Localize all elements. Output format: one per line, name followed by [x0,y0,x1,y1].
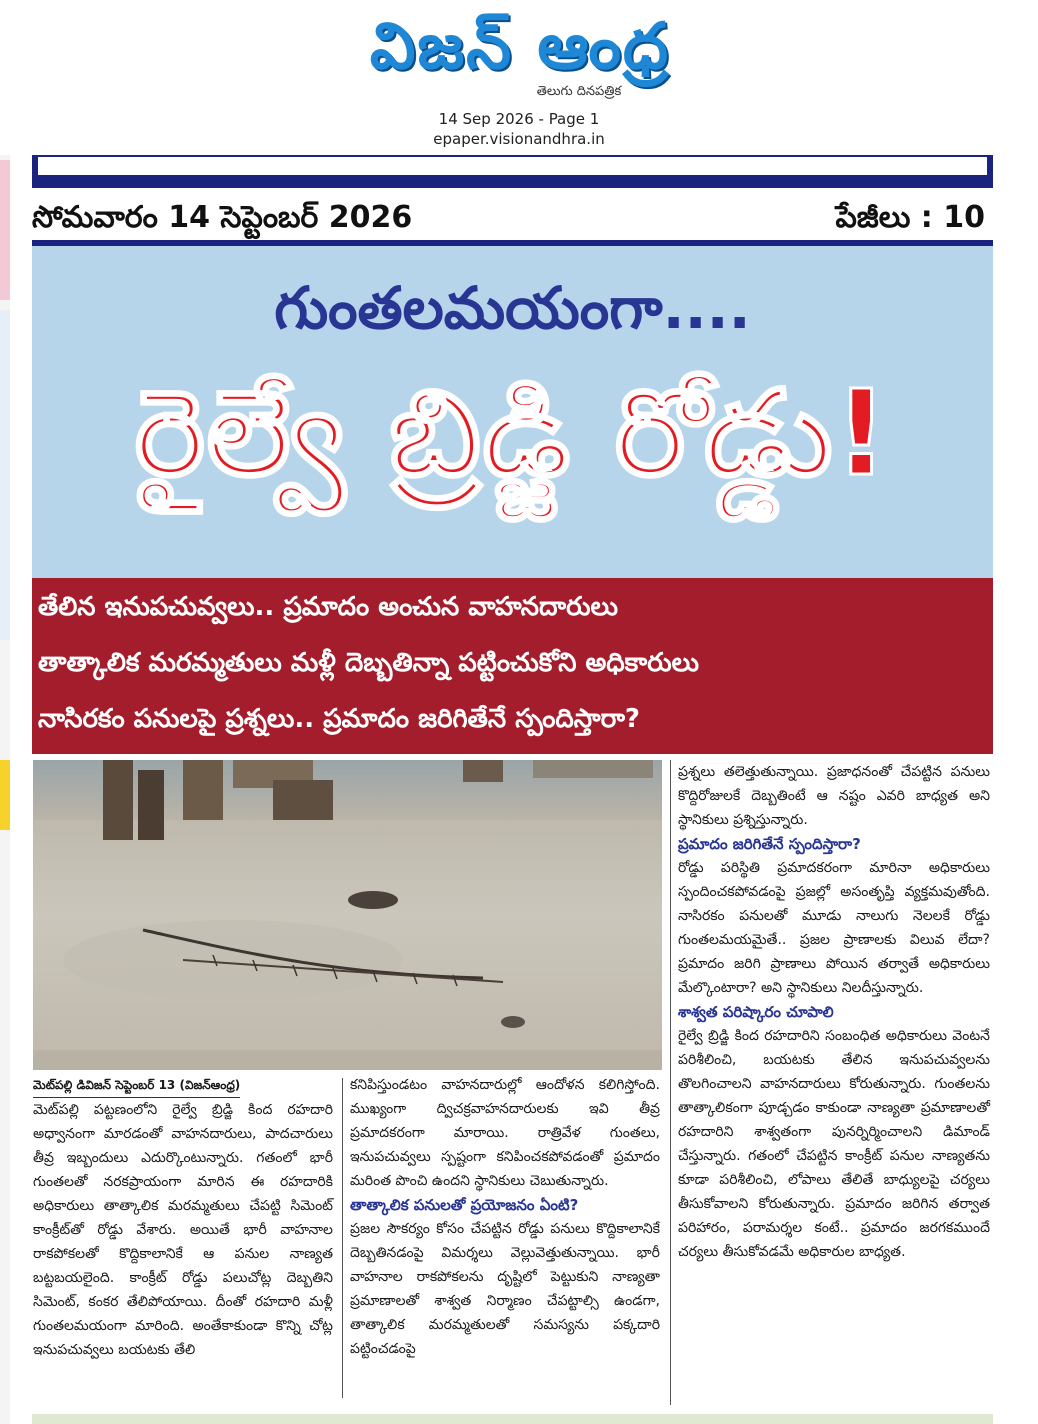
page-edge-pink [0,160,10,300]
date-bar [32,180,993,246]
issue-date: సోమవారం 14 సెప్టెంబర్ 2026 [32,200,413,235]
article-column-1 [33,1073,333,1362]
article-dateline: మెట్‌పల్లి డివిజన్ సెప్టెంబర్ 13 (విజన్‌ఆంధ్ర) [33,1073,240,1098]
column-divider-1 [342,1078,343,1398]
article-column-3 [678,760,990,1264]
newspaper-logo: విజన్ ఆంధ్ర [369,10,671,84]
epaper-url[interactable]: epaper.visionandhra.in [433,130,605,148]
article-column-2 [350,1073,660,1361]
article-col3-text-c: రైల్వే బ్రిడ్జి కింద రహదారిని సంబంధిత అధికారులు వెంటనే పరిశీలించి, బయటకు తేలిన ఇనుపచువ్వలను తొలగించాలని వాహనదారులు కోరుతున్నారు. గుంతలను తాత్కాలికంగా పూడ్చడం కాకుండా నాణ్యతా ప్రమాణాలతో రహదారిని శాశ్వతంగా పునర్నిర్మించాలని డిమాండ్ చేస్తున్నారు. గతంలో చేపట్టిన కాంక్రీట్ పనుల నాణ్యతను కూడా పరిశీలించి, లోపాలు తేలితే బాధ్యులపై చర్యలు తీసుకోవాలని కోరుతున్నారు. ప్రమాదం జరిగిన తర్వాత పరిహారం, పరామర్శల కంటే.. ప్రమాదం జరగకముందే చర్యలు తీసుకోవడమే అధికారుల బాధ్యత. [678,1028,990,1260]
article-col3-subtitle-2: శాశ్వత పరిష్కారం చూపాలి [678,1003,834,1021]
road-photo [33,760,662,1070]
article-col2-subtitle: తాత్కాలిక పనులతో ప్రయోజనం ఏంటి? [350,1196,579,1214]
date-bar-inner [32,180,993,240]
datebar-top-inner [38,157,987,175]
article-col1-text: మెట్‌పల్లి పట్టణంలోని రైల్వే బ్రిడ్జి కింద రహదారి అధ్వానంగా మారడంతో వాహనదారులు, పాదచారులు తీవ్ర ఇబ్బందులు ఎదుర్కొంటున్నారు. గతంలో భారీ గుంతలతో నరకప్రాయంగా మారిన ఈ రహదారికి అధికారులు తాత్కాలిక మరమ్మతులు చేపట్టి సిమెంట్ కాంక్రీట్‌తో రోడ్డు వేశారు. అయితే భారీ వాహనాల రాకపోకలతో కొద్దికాలానికే ఆ పనుల నాణ్యత బట్టబయలైంది. కాంక్రీట్ రోడ్డు పలుచోట్ల దెబ్బతిని సిమెంట్, కంకర తేలిపోయాయి. దీంతో రహదారి మళ్లీ గుంతలమయంగా మారింది. అంతేకాకుండా కొన్ని చోట్ల ఇనుపచువ్వలు బయటకు తేలి [33,1102,333,1358]
subheads-block [32,578,993,754]
page-count: పేజీలు : 10 [835,200,985,235]
article-col2-text-b: ప్రజల సౌకర్యం కోసం చేపట్టిన రోడ్డు పనులు కొద్దికాలానికే దెబ్బతినడంపై విమర్శలు వెల్లువెత్తుతున్నాయి. భారీ వాహనాల రాకపోకలను దృష్టిలో పెట్టుకుని నాణ్యతా ప్రమాణాలతో శాశ్వత నిర్మాణం చేపట్టాల్సి ఉండగా, తాత్కాలిక మరమ్మతులతో సమస్యను పక్కదారి పట్టించడంపై [350,1221,660,1357]
subhead-1: తేలిన ఇనుపచువ్వలు.. ప్రమాదం అంచున వాహనదారులు [38,592,618,622]
page-edge-yellow [0,760,10,830]
bottom-strip [32,1414,993,1424]
road-photo-graphic [33,760,662,1070]
article-col2-text-a: కనిపిస్తుండటం వాహనదారుల్లో ఆందోళన కలిగిస్తోంది. ముఖ్యంగా ద్విచక్రవాహనదారులకు ఇవి తీవ్ర ప్రమాదకరంగా మారాయి. రాత్రివేళ గుంతలు, ఇనుపచువ్వలు స్పష్టంగా కనిపించకపోవడంతో ప్రమాదం మరింత పొంచి ఉందని స్థానికులు చెబుతున్నారు. [350,1077,660,1189]
article-col3-text-b: రోడ్డు పరిస్థితి ప్రమాదకరంగా మారినా అధికారులు స్పందించకపోవడంపై ప్రజల్లో అసంతృప్తి వ్యక్తమవుతోంది. నాసిరకం పనులతో మూడు నాలుగు నెలలకే రోడ్డు గుంతలమయమైతే.. ప్రజల ప్రాణాలకు విలువ లేదా? ప్రమాదం జరిగి ప్రాణాలు పోయిన తర్వాతే అధికారులు మేల్కొంటారా? అని స్థానికులు నిలదీస్తున్నారు. [678,860,990,996]
headline-title: రైల్వే బ్రిడ్జి రోడ్డు! [134,364,891,502]
article-col3-subtitle-1: ప్రమాదం జరిగితేనే స్పందిస్తారా? [678,835,861,853]
subhead-2: తాత్కాలిక మరమ్మతులు మళ్లీ దెబ్బతిన్నా పట్టించుకోని అధికారులు [38,648,700,678]
masthead [0,0,1038,155]
article-col3-text-a: ప్రశ్నలు తలెత్తుతున్నాయి. ప్రజాధనంతో చేపట్టిన పనులు కొద్దిరోజులకే దెబ్బతింటే ఆ నష్టం ఎవరి బాధ్యత అని స్థానికులు ప్రశ్నిస్తున్నారు. [678,764,990,828]
page-edge-blue [0,310,10,640]
tagline: తెలుగు దినపత్రిక [536,84,622,99]
headline-block [32,246,993,578]
column-divider-2 [670,760,671,1405]
edition-label: 14 Sep 2026 - Page 1 [438,110,600,128]
headline-kicker: గుంతలమయంగా.... [274,274,751,342]
subhead-3: నాసిరకం పనులపై ప్రశ్నలు.. ప్రమాదం జరిగితేనే స్పందిస్తారా? [38,704,641,734]
